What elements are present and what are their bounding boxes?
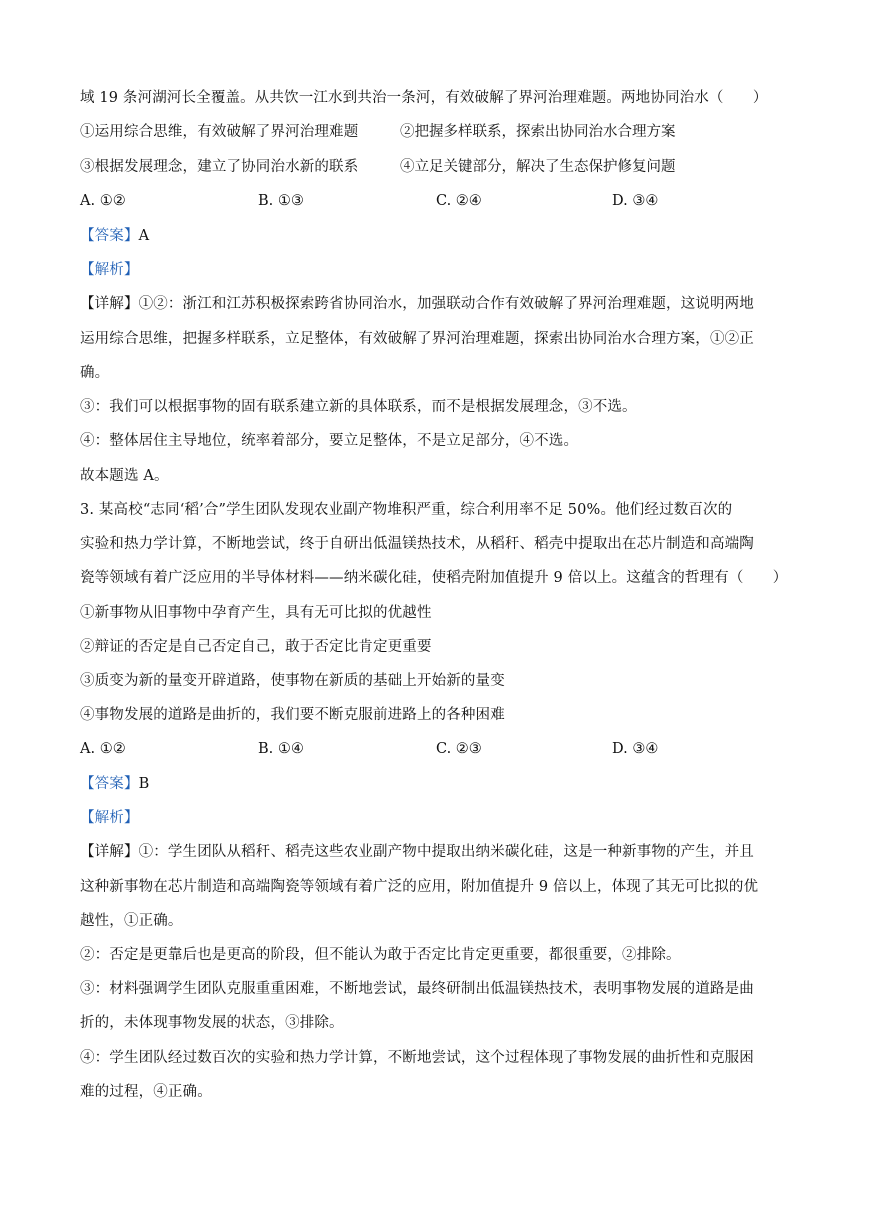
q2-option-c: C. ②④	[436, 193, 482, 209]
q3-answer-line	[80, 774, 800, 794]
q2-analysis-tag: 【解析】	[80, 262, 139, 278]
answer-tag: 【答案】	[80, 228, 139, 244]
q2-option-b: B. ①③	[258, 193, 304, 209]
detail-text: ①②：浙江和江苏积极探索跨省协同治水，加强联动合作有效破解了界河治理难题，这说明两地	[138, 296, 754, 312]
q2-statement-2: ②把握多样联系，探索出协同治水合理方案	[400, 124, 676, 140]
q3-statement-3: ③质变为新的量变开辟道路，使事物在新质的基础上开始新的量变	[80, 673, 505, 689]
q3-detail-line-6: 折的，未体现事物发展的状态，③排除。	[80, 1015, 344, 1031]
q3-analysis-tag: 【解析】	[80, 810, 139, 826]
q3-stem-line-2: 实验和热力学计算，不断地尝试，终于自研出低温镁热技术，从稻秆、稻壳中提取出在芯片制造和高端陶	[80, 536, 754, 552]
q3-detail-line-3: 越性，①正确。	[80, 913, 183, 929]
q3-detail-line-2: 这种新事物在芯片制造和高端陶瓷等领域有着广泛的应用，附加值提升 9 倍以上，体现了其无可比拟的优	[80, 879, 759, 895]
q2-statement-4: ④立足关键部分，解决了生态保护修复问题	[400, 159, 676, 175]
q3-statement-2: ②辩证的否定是自己否定自己，敢于否定比肯定更重要	[80, 639, 432, 655]
q2-detail-line-5: ④：整体居住主导地位，统率着部分，要立足整体，不是立足部分，④不选。	[80, 433, 579, 449]
q2-option-d: D. ③④	[612, 193, 659, 209]
q3-option-c: C. ②③	[436, 741, 482, 757]
answer-value: B	[138, 776, 150, 792]
q3-option-d: D. ③④	[612, 741, 659, 757]
q3-stem-line-1: 3. 某高校“志同‘稻’合”学生团队发现农业副产物堆积严重，综合利用率不足 50%。他们经过数百次的	[80, 502, 733, 518]
q3-detail-line-5: ③：材料强调学生团队克服重重困难，不断地尝试，最终研制出低温镁热技术，表明事物发展的道路是曲	[80, 981, 754, 997]
q2-statement-3: ③根据发展理念，建立了协同治水新的联系	[80, 159, 359, 175]
q3-statement-1: ①新事物从旧事物中孕育产生，具有无可比拟的优越性	[80, 605, 432, 621]
q2-detail-line-3: 确。	[80, 365, 110, 381]
q3-detail-line-4: ②：否定是更靠后也是更高的阶段，但不能认为敢于否定比肯定更重要，都很重要，②排除。	[80, 947, 681, 963]
q3-detail-line-1	[80, 842, 800, 862]
q3-stem-line-3: 瓷等领域有着广泛应用的半导体材料——纳米碳化硅，使稻壳附加值提升 9 倍以上。这蕴含的哲理有（ ）	[80, 570, 788, 586]
q2-statement-1: ①运用综合思维，有效破解了界河治理难题	[80, 124, 359, 140]
q2-stem-line: 域 19 条河湖河长全覆盖。从共饮一江水到共治一条河，有效破解了界河治理难题。两地协同治水（ ）	[80, 90, 768, 106]
detail-tag: 【详解】	[80, 844, 139, 860]
q2-detail-line-2: 运用综合思维，把握多样联系，立足整体，有效破解了界河治理难题，探索出协同治水合理方案，①②正	[80, 331, 754, 347]
q3-option-a: A. ①②	[80, 741, 126, 757]
q3-detail-line-8: 难的过程，④正确。	[80, 1084, 212, 1100]
answer-tag: 【答案】	[80, 776, 139, 792]
q3-statement-4: ④事物发展的道路是曲折的，我们要不断克服前进路上的各种困难	[80, 707, 505, 723]
q2-answer-line	[80, 226, 800, 246]
q3-detail-line-7: ④：学生团队经过数百次的实验和热力学计算，不断地尝试，这个过程体现了事物发展的曲折性和克服困	[80, 1050, 754, 1066]
detail-text: ①：学生团队从稻秆、稻壳这些农业副产物中提取出纳米碳化硅，这是一种新事物的产生，并且	[138, 844, 754, 860]
q2-option-a: A. ①②	[80, 193, 126, 209]
q2-detail-line-4: ③：我们可以根据事物的固有联系建立新的具体联系，而不是根据发展理念，③不选。	[80, 399, 637, 415]
answer-value: A	[138, 228, 150, 244]
detail-tag: 【详解】	[80, 296, 139, 312]
q2-detail-line-1	[80, 294, 800, 314]
q2-conclusion: 故本题选 A。	[80, 468, 169, 484]
q3-option-b: B. ①④	[258, 741, 304, 757]
